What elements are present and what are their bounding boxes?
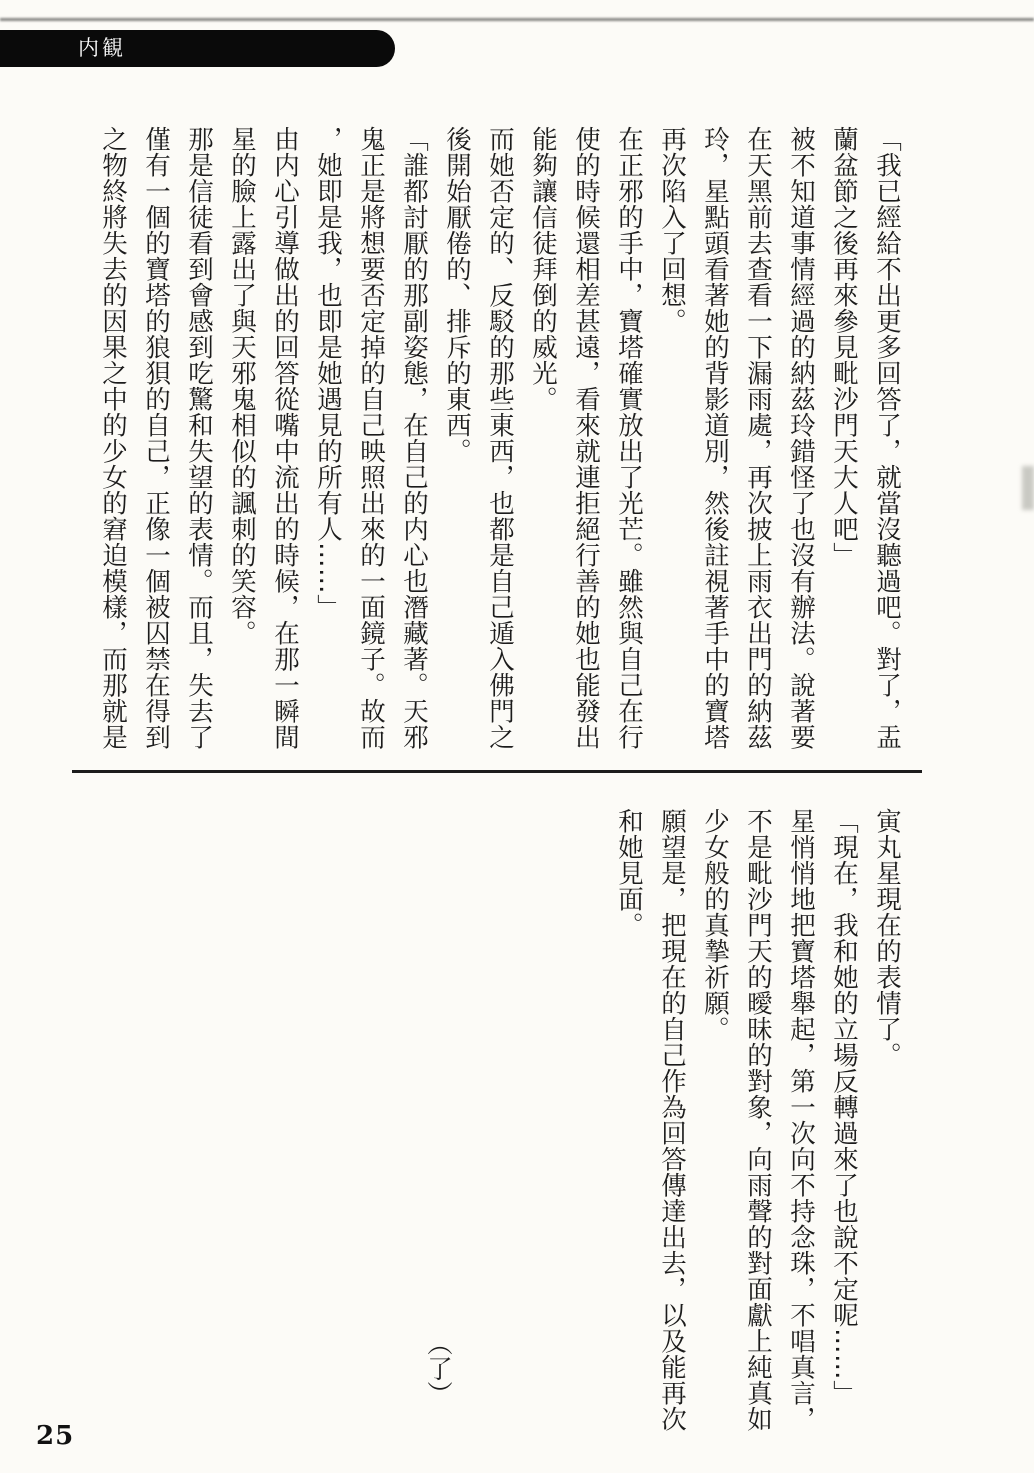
- text-column: 被不知道事情經過的納茲玲錯怪了也沒有辦法。說著要: [786, 126, 816, 750]
- text-column: 和她見面。: [614, 808, 644, 938]
- page-number: 25: [36, 1421, 75, 1451]
- section-divider-rule: [72, 770, 922, 773]
- scan-edge-artifact: [0, 18, 1034, 21]
- section-header-bar: [0, 30, 395, 67]
- text-column: 由内心引導做出的回答從嘴中流出的時候，在那一瞬間: [270, 126, 300, 750]
- text-column: 星悄悄地把寶塔舉起，第一次向不持念珠，不唱真言，: [786, 808, 816, 1432]
- top-text-block: [91, 126, 908, 754]
- text-column: 「現在，我和她的立場反轉過來了也說不定呢……」: [829, 808, 859, 1406]
- text-column: 蘭盆節之後再來參見毗沙門天大人吧」: [829, 126, 859, 568]
- text-column: 而她否定的、反駁的那些東西，也都是自己遁入佛門之: [485, 126, 515, 750]
- text-column: 之物終將失去的因果之中的少女的窘迫模樣，而那就是: [98, 126, 128, 750]
- text-column: 鬼正是將想要否定掉的自己映照出來的一面鏡子。故而: [356, 126, 386, 750]
- scan-smudge-artifact: [1022, 466, 1034, 510]
- text-column: 「誰都討厭的那副姿態，在自己的内心也潛藏著。天邪: [399, 126, 429, 750]
- text-column: 寅丸星現在的表情了。: [872, 808, 902, 1068]
- text-column: 能夠讓信徒拜倒的威光。: [528, 126, 558, 412]
- text-column: 玲，星點頭看著她的背影道別，然後註視著手中的寶塔: [700, 126, 730, 750]
- text-column: 願望是，把現在的自己作為回答傳達出去，以及能再次: [657, 808, 687, 1432]
- text-column: 在正邪的手中，寶塔確實放出了光芒。雖然與自己在行: [614, 126, 644, 750]
- text-column: 後開始厭倦的、排斥的東西。: [442, 126, 472, 464]
- text-column: 少女般的真摯祈願。: [700, 808, 730, 1042]
- text-column: 使的時候還相差甚遠，看來就連拒絕行善的她也能發出: [571, 126, 601, 750]
- text-column: 那是信徒看到會感到吃驚和失望的表情。而且，失去了: [184, 126, 214, 750]
- text-column: 不是毗沙門天的曖昧的對象，向雨聲的對面獻上純真如: [743, 808, 773, 1432]
- text-column: 僅有一個的寶塔的狼狽的自己，正像一個被囚禁在得到: [141, 126, 171, 750]
- text-column: ，她即是我，也即是她遇見的所有人……」: [313, 126, 343, 620]
- text-column: 再次陷入了回想。: [657, 126, 687, 334]
- bottom-text-block: [607, 808, 908, 1436]
- text-column: 星的臉上露出了與天邪鬼相似的諷刺的笑容。: [227, 126, 257, 646]
- section-header-label: 内観: [78, 36, 126, 60]
- text-column: 在天黑前去查看一下漏雨處，再次披上雨衣出門的納茲: [743, 126, 773, 750]
- text-column: 「我已經給不出更多回答了，就當沒聽過吧。對了，盂: [872, 126, 902, 750]
- story-end-mark: （了）: [423, 1330, 453, 1407]
